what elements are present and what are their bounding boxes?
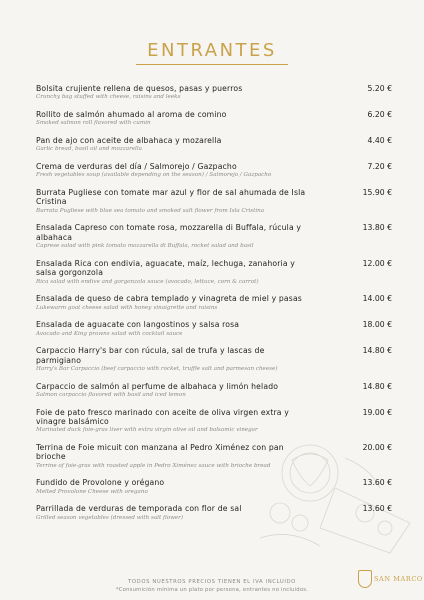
- item-name: Foie de pato fresco marinado con aceite de oliva virgen extra y vinagre balsámico: [36, 407, 289, 427]
- item-description: Salmon carpaccio flavored with basil and iced lemon: [36, 392, 186, 399]
- menu-item: [36, 259, 392, 286]
- menu-item: [36, 294, 392, 312]
- item-name: Terrina de Foie micuit con manzana al Pedro Ximénez con pan brioche: [36, 443, 284, 462]
- footer-vat-note: TODOS NUESTROS PRECIOS TIENEN EL IVA INCLUIDO: [128, 579, 296, 585]
- menu-item: [36, 346, 392, 373]
- item-price: 12.00 €: [362, 258, 392, 268]
- item-price: 19.00 €: [362, 407, 392, 417]
- section-title: ENTRANTES: [147, 40, 277, 61]
- item-description: Marinated duck foie-gras liver with extra virgin olive oil and balsamic vinegar: [36, 427, 258, 434]
- item-description: Smoked salmon roll flavored with cumin: [36, 120, 151, 127]
- item-name: Ensalada Capreso con tomate rosa, mozzarella di Buffala, rúcula y albahaca: [36, 223, 302, 242]
- menu-item: [36, 162, 392, 180]
- menu-item: [36, 478, 392, 496]
- item-description: Avocado and King prawns salad with cocktail sauce: [36, 330, 183, 337]
- logo-text: SAN MARCO: [374, 575, 423, 583]
- item-name: Ensalada de aguacate con langostinos y salsa rosa: [36, 320, 240, 330]
- item-price: 14.80 €: [362, 381, 392, 391]
- item-price: 13.60 €: [362, 504, 392, 514]
- item-description: Caprese salad with pink tomato mozzarella di Buffala, rocket salad and basil: [36, 243, 254, 250]
- item-price: 7.20 €: [367, 162, 392, 171]
- item-name: Bolsita crujiente rellena de quesos, pasas y puerros: [36, 84, 243, 93]
- item-name: Carpaccio Harry's bar con rúcula, sal de trufa y lascas de parmigiano: [36, 346, 265, 365]
- item-price: 13.80 €: [362, 223, 392, 233]
- item-name: Pan de ajo con aceite de albahaca y mozarella: [36, 136, 222, 145]
- item-price: 15.90 €: [362, 188, 392, 197]
- item-name: Ensalada de queso de cabra templado y vinagreta de miel y pasas: [36, 294, 302, 304]
- item-description: Terrine of foie-gras with roasted apple in Pedro Ximénez sauce with brioche bread: [36, 462, 271, 469]
- item-description: Fresh vegetables soup (available depending on the season) / Salmorejo / Gazpacho: [36, 172, 272, 179]
- item-name: Rollito de salmón ahumado al aroma de comino: [36, 110, 227, 119]
- item-price: 14.00 €: [362, 294, 392, 304]
- item-name: Carpaccio de salmón al perfume de albahaca y limón helado: [36, 381, 279, 391]
- item-description: Burrata Pugliese with blue sea tomato and smoked salt flower from Isla Cristina: [36, 207, 265, 214]
- shield-icon: [358, 570, 372, 588]
- footer-minimum-note: *Consumición mínima un plato por persona, entrantes no incluidos.: [115, 587, 309, 593]
- menu-item: [36, 84, 392, 102]
- menu-item: [36, 504, 392, 522]
- item-name: Ensalada Rica con endivia, aguacate, maíz, lechuga, zanahoria y salsa gorgonzola: [36, 258, 296, 278]
- san-marco-logo: [358, 570, 423, 590]
- item-description: Rica salad with endive and gorgonzola sauce (avocado, lettuce, corn & carrot): [36, 278, 259, 285]
- item-name: Fundido de Provolone y orégano: [36, 478, 165, 488]
- item-price: 20.00 €: [362, 443, 392, 453]
- menu-item: [36, 382, 392, 400]
- menu-item: [36, 443, 392, 470]
- item-name: Crema de verduras del día / Salmorejo / Gazpacho: [36, 162, 237, 171]
- menu-item: [36, 136, 392, 154]
- title-underline: [136, 64, 288, 65]
- item-description: Garlic bread, basil oil and mozzarella: [36, 146, 142, 153]
- item-description: Harry's Bar Carpaccio (beef carpaccio with rocket, truffle salt and parmesan cheese): [36, 366, 278, 373]
- item-description: Grilled season vegetables (dressed with salt flower): [36, 514, 184, 521]
- menu-item: [36, 188, 392, 215]
- menu-item: [36, 223, 392, 250]
- item-description: Lukewarm goat cheese salad with honey vinaigrette and raisins: [36, 304, 218, 311]
- item-price: 14.80 €: [362, 346, 392, 356]
- menu-item: [36, 408, 392, 435]
- item-price: 18.00 €: [362, 320, 392, 330]
- item-price: 13.60 €: [362, 478, 392, 488]
- item-price: 4.40 €: [367, 136, 392, 145]
- item-description: Crunchy bag stuffed with cheese, raisins and leeks: [36, 94, 181, 101]
- item-name: Burrata Pugliese con tomate mar azul y flor de sal ahumada de Isla Cristina: [36, 188, 306, 207]
- item-price: 6.20 €: [367, 110, 392, 119]
- menu-item: [36, 320, 392, 338]
- menu-item: [36, 110, 392, 128]
- item-name: Parrillada de verduras de temporada con flor de sal: [36, 504, 242, 514]
- item-price: 5.20 €: [367, 84, 392, 93]
- menu-items-list: [36, 84, 392, 530]
- item-description: Melted Provolone Cheese with oregano: [36, 488, 148, 495]
